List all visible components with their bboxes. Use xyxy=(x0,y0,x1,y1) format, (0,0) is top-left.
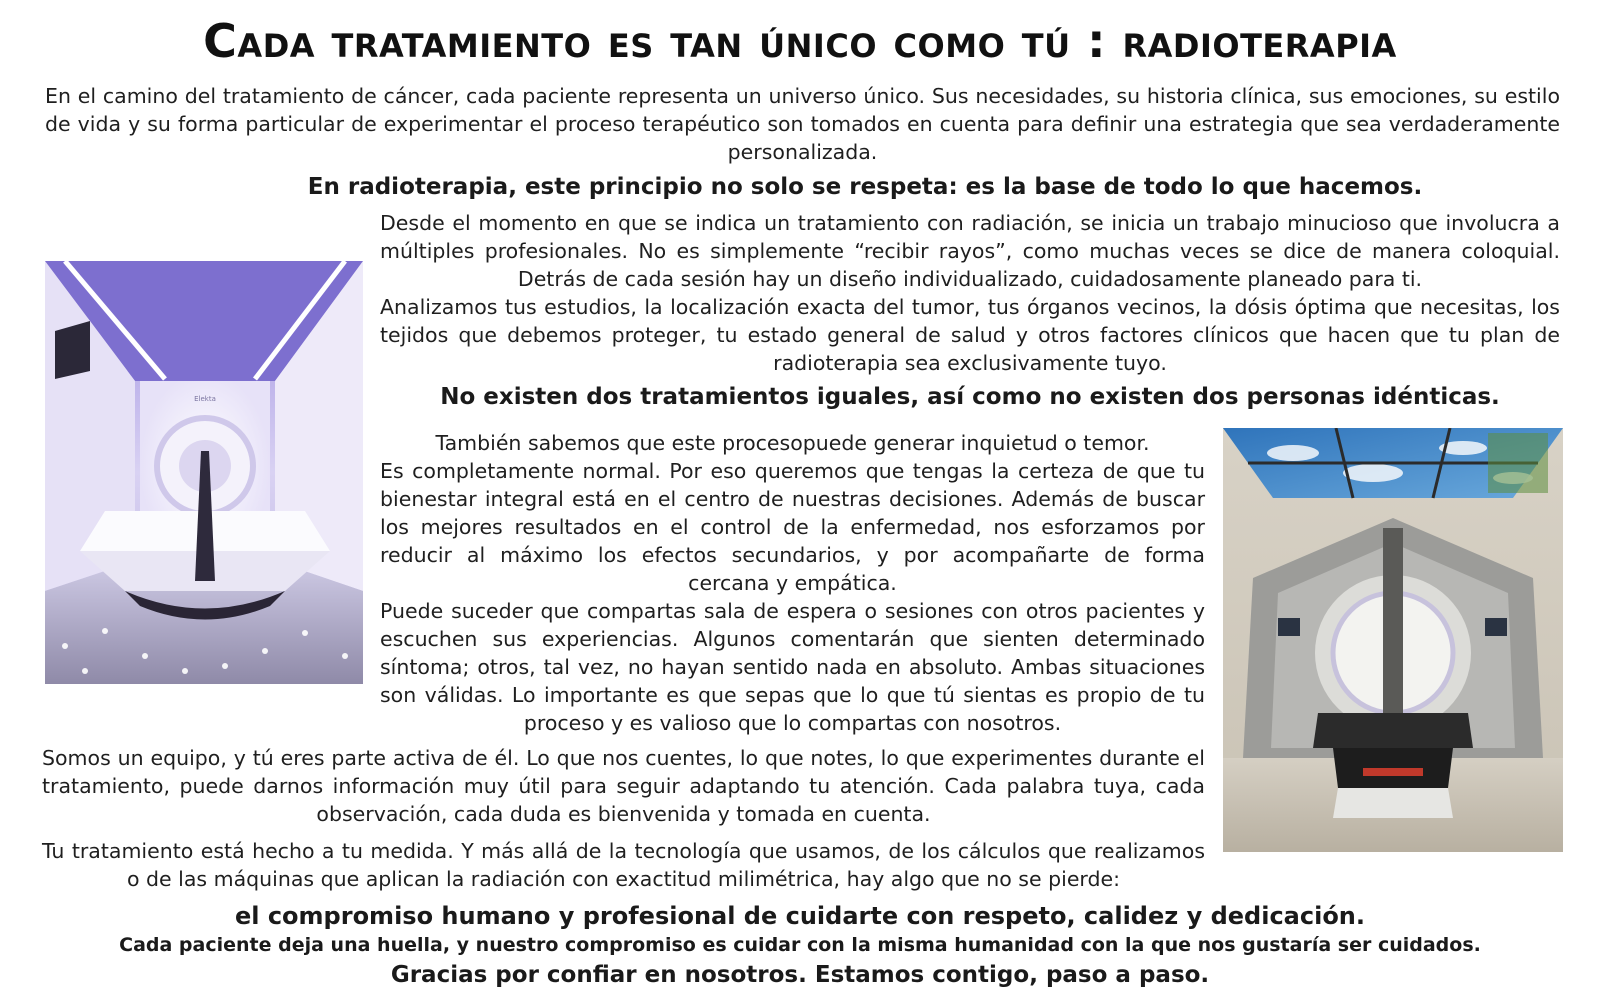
heading-principle-text: En radioterapia, este principio no solo se respeta: es la base de todo lo que hacemos. xyxy=(307,174,1423,200)
wellbeing-block xyxy=(380,429,1205,737)
heading-unique: No existen dos tratamientos iguales, así como no existen dos personas idénticas. xyxy=(440,384,1500,410)
team-paragraph: Somos un equipo, y tú eres parte activa de él. Lo que nos cuentes, lo que notes, lo que experimentes durante el tratamiento, puede darnos información muy útil para seguir adaptando tu atención. Cada palabra tuya, cada observación, cada duda es bienvenida y tomada en cuenta. xyxy=(42,746,1205,826)
radiotherapy-room-photo xyxy=(45,261,363,684)
treatment-design-paragraph: Desde el momento en que se indica un tratamiento con radiación, se inicia un trabajo minucioso que involucra a múltiples profesionales. No es simplemente “recibir rayos”, como muchas veces se dice de manera coloquial. Detrás de cada sesión hay un diseño individualizado, cuidadosamente planeado para ti. xyxy=(380,211,1560,291)
linear-accelerator-photo xyxy=(1223,428,1563,852)
humanity-statement: Cada paciente deja una huella, y nuestro compromiso es cuidar con la misma humanidad con la que nos gustaría ser cuidados. xyxy=(119,934,1481,956)
linear-accelerator-photo-icon xyxy=(1223,428,1563,852)
commitment-statement: el compromiso humano y profesional de cuidarte con respeto, calidez y dedicación. xyxy=(234,902,1366,930)
concern-paragraph: También sabemos que este procesopuede generar inquietud o temor. xyxy=(435,431,1150,455)
heading-principle xyxy=(0,174,1600,200)
page-title: Cada tratamiento es tan único como tú : radioterapia xyxy=(203,14,1397,68)
treatment-design-block xyxy=(380,209,1560,377)
machine-label: Elekta xyxy=(194,395,216,403)
radiotherapy-room-photo-icon xyxy=(45,261,363,684)
planning-factors-paragraph: Analizamos tus estudios, la localización exacta del tumor, tus órganos vecinos, la dósis óptima que necesitas, los tejidos que debemos proteger, tu estado general de salud y otros factores clínicos que hacen que tu plan de radioterapia sea exclusivamente tuyo. xyxy=(380,295,1560,375)
custom-treatment-paragraph: Tu tratamiento está hecho a tu medida. Y más allá de la tecnología que usamos, de los cálculos que realizamos o de las máquinas que aplican la radiación con exactitud milimétrica, hay algo que no se pierde: xyxy=(42,839,1205,891)
shared-experiences-paragraph: Puede suceder que compartas sala de espera o sesiones con otros pacientes y escuchen sus experiencias. Algunos comentarán que sienten determinado síntoma; otros, tal vez, no hayan sentido nada en absoluto. Ambas situaciones son válidas. Lo importante es que sepas que lo que tú sientas es propio de tu proceso y es valioso que lo compartas con nosotros. xyxy=(380,599,1205,735)
thanks-statement: Gracias por confiar en nosotros. Estamos contigo, paso a paso. xyxy=(390,962,1210,988)
intro-paragraph: En el camino del tratamiento de cáncer, cada paciente representa un universo único. Sus necesidades, su historia clínica, sus emociones, su estilo de vida y su forma particular de experimentar el proceso terapéutico son tomados en cuenta para definir una estrategia que sea verdaderamente personalizada. xyxy=(45,84,1560,164)
wellbeing-paragraph: Es completamente normal. Por eso queremos que tengas la certeza de que tu bienestar integral está en el centro de nuestras decisiones. Además de buscar los mejores resultados en el control de la enfermedad, nos esforzamos por reducir al máximo los efectos secundarios, y por acompañarte de forma cercana y empática. xyxy=(380,459,1205,595)
